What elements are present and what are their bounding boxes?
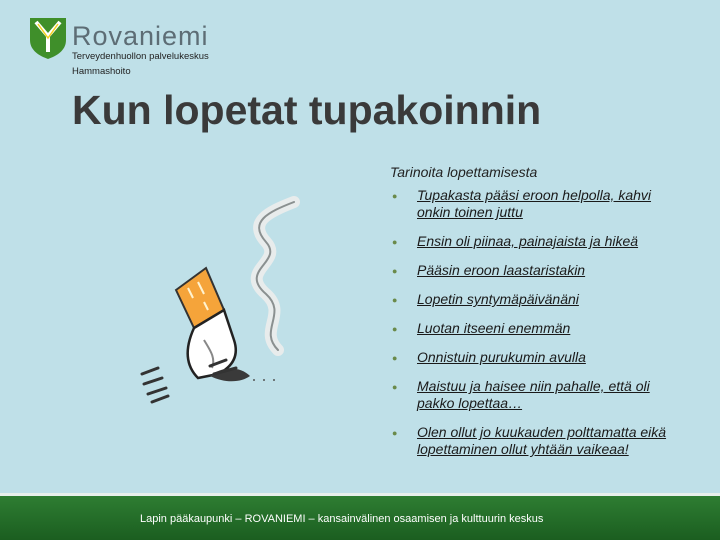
list-item: ● Ensin oli piinaa, painajaista ja hikeä [388, 233, 688, 250]
brand-name: Rovaniemi [72, 21, 209, 51]
list-item: ● Tupakasta pääsi eroon helpolla, kahvi onkin toinen juttu [388, 187, 688, 221]
footer-bar [0, 496, 720, 540]
rovaniemi-coat-of-arms-icon [28, 16, 68, 60]
list-item: ● Luotan itseeni enemmän [388, 320, 688, 337]
brand-subline-unit: Hammashoito [72, 66, 131, 77]
list-item: ● Pääsin eroon laastaristakin [388, 262, 688, 279]
section-subtitle: Tarinoita lopettamisesta [390, 164, 538, 180]
cigarette-butt-illustration [118, 190, 318, 410]
brand-subline-department: Terveydenhuollon palvelukeskus [72, 51, 209, 62]
list-item: ● Olen ollut jo kuukauden polttamatta eikä lopettaminen ollut yhtään vaikeaa! [388, 424, 688, 458]
list-item: ● Maistuu ja haisee niin pahalle, että oli pakko lopettaa… [388, 378, 688, 412]
footer-slogan: Lapin pääkaupunki – ROVANIEMI – kansainvälinen osaamisen ja kulttuurin keskus [140, 513, 544, 525]
page-title: Kun lopetat tupakoinnin [72, 87, 542, 133]
list-item: ● Onnistuin purukumin avulla [388, 349, 688, 366]
story-list [388, 187, 688, 470]
list-item: ● Lopetin syntymäpäivänäni [388, 291, 688, 308]
